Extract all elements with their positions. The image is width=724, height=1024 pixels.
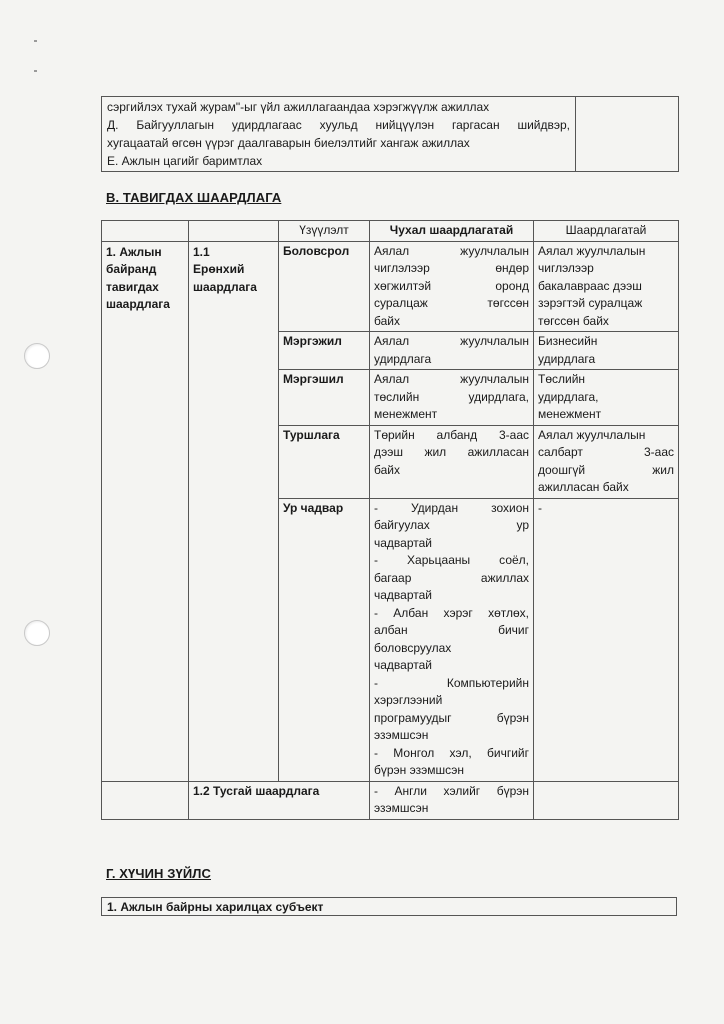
cell-line: бакалавраас дээш bbox=[538, 278, 642, 293]
duties-continuation-box bbox=[101, 96, 679, 172]
cell-line: удирдлага, bbox=[538, 389, 599, 404]
cell-line: төгссөн байх bbox=[538, 313, 609, 328]
cell-line: албан бичиг bbox=[374, 623, 529, 637]
cell-line: Төрийн албанд 3-аас bbox=[374, 427, 529, 442]
cell-line: эзэмшсэн bbox=[374, 801, 429, 815]
group-label-line: шаардлага bbox=[106, 297, 170, 311]
cell-line: менежмент bbox=[538, 407, 602, 421]
punch-hole bbox=[24, 343, 50, 369]
work-contacts-box bbox=[101, 897, 677, 916]
margin-mark bbox=[34, 40, 37, 42]
cell-line: - Удирдан зохион bbox=[374, 500, 529, 515]
subgroup-label-cell bbox=[189, 241, 279, 781]
cell-line: чиглэлээр өндөр bbox=[374, 261, 529, 275]
cell-line: Аялал жуулчлалын bbox=[538, 427, 646, 442]
required-cell bbox=[534, 498, 679, 781]
cell-line: - Албан хэрэг хөтлөх, bbox=[374, 605, 529, 620]
cell-line: хөгжилтэй оронд bbox=[374, 278, 529, 293]
required-cell bbox=[534, 425, 679, 498]
empty-header-cell bbox=[189, 221, 279, 242]
punch-hole bbox=[24, 620, 50, 646]
cell-line: дээш жил ажилласан bbox=[374, 445, 529, 459]
margin-mark bbox=[34, 70, 37, 72]
duty-line: Е. Ажлын цагийг баримтлах bbox=[107, 154, 263, 168]
critical-cell bbox=[370, 241, 534, 332]
required-cell bbox=[534, 781, 679, 819]
table-row bbox=[102, 781, 679, 819]
subgroup-label-line: Ерөнхий bbox=[193, 262, 245, 276]
critical-cell bbox=[370, 425, 534, 498]
cell-line: байх bbox=[374, 462, 400, 477]
cell-line: менежмент bbox=[374, 407, 438, 421]
empty-header-cell bbox=[102, 221, 189, 242]
cell-line: ажилласан байх bbox=[538, 480, 629, 494]
cell-line: чадвартай bbox=[374, 535, 432, 550]
required-cell bbox=[534, 370, 679, 426]
cell-line: Аялал жуулчлалын bbox=[538, 243, 646, 258]
cell-line: чиглэлээр bbox=[538, 261, 594, 275]
cell-line: чадвартай bbox=[374, 658, 432, 672]
cell-line: чадвартай bbox=[374, 588, 432, 602]
duties-text-cell bbox=[102, 97, 576, 171]
cell-line: Бизнесийн bbox=[538, 334, 598, 348]
cell-line: суралцаж төгссөн bbox=[374, 296, 529, 310]
cell-line: Аялал жуулчлалын bbox=[374, 334, 529, 348]
cell-line: зэрэгтэй суралцаж bbox=[538, 296, 643, 310]
subgroup-label-line: 1.1 bbox=[193, 244, 210, 259]
indicator-cell: Мэргэшил bbox=[279, 370, 370, 426]
critical-cell bbox=[370, 498, 534, 781]
critical-cell bbox=[370, 370, 534, 426]
header-required: Шаардлагатай bbox=[534, 221, 679, 242]
header-critical: Чухал шаардлагатай bbox=[370, 221, 534, 242]
special-requirement-label: 1.2 Тусгай шаардлага bbox=[189, 781, 370, 819]
cell-line: удирдлага bbox=[374, 351, 432, 366]
empty-cell bbox=[102, 781, 189, 819]
cell-line: - Компьютерийн bbox=[374, 675, 529, 690]
required-cell bbox=[534, 332, 679, 370]
section-b-title: В. ТАВИГДАХ ШААРДЛАГА bbox=[106, 190, 282, 205]
subgroup-label-line: шаардлага bbox=[193, 279, 257, 294]
cell-line: - Монгол хэл, бичгийг bbox=[374, 745, 529, 760]
cell-line: бүрэн эзэмшсэн bbox=[374, 763, 465, 777]
cell-line: байгуулах ур bbox=[374, 518, 529, 532]
critical-cell bbox=[370, 332, 534, 370]
cell-line: боловсруулах bbox=[374, 640, 452, 655]
duties-empty-cell bbox=[576, 97, 678, 171]
duty-line: хугацаатай өгсөн үүрэг даалгаварын биелэлтийг хангаж ажиллах bbox=[107, 136, 470, 150]
requirements-table bbox=[101, 220, 679, 820]
indicator-cell: Боловсрол bbox=[279, 241, 370, 332]
indicator-cell: Туршлага bbox=[279, 425, 370, 498]
cell-line: - Англи хэлийг бүрэн bbox=[374, 783, 529, 798]
critical-cell bbox=[370, 781, 534, 819]
work-contacts-label: 1. Ажлын байрны харилцах субъект bbox=[107, 900, 324, 914]
cell-line: эзэмшсэн bbox=[374, 728, 429, 742]
group-label-line: тавигдах bbox=[106, 279, 159, 294]
cell-line: байх bbox=[374, 313, 400, 328]
cell-line: төслийн удирдлага, bbox=[374, 389, 529, 404]
cell-line: доошгүй жил bbox=[538, 462, 674, 477]
cell-line: Аялал жуулчлалын bbox=[374, 243, 529, 258]
indicator-cell: Мэргэжил bbox=[279, 332, 370, 370]
duty-line: Д. Байгууллагын удирдлагаас хуульд нийцүүлэн гаргасан шийдвэр, bbox=[107, 118, 570, 132]
table-header-row bbox=[102, 221, 679, 242]
required-cell bbox=[534, 241, 679, 332]
cell-line: хэрэглээний bbox=[374, 693, 443, 707]
cell-line: - Харьцааны соёл, bbox=[374, 553, 529, 567]
indicator-cell: Ур чадвар bbox=[279, 498, 370, 781]
cell-line: - bbox=[538, 500, 542, 515]
duty-line: сэргийлэх тухай журам"-ыг үйл ажиллагаандаа хэрэгжүүлж ажиллах bbox=[107, 100, 490, 114]
cell-line: програмуудыг бүрэн bbox=[374, 710, 529, 725]
group-label-line: байранд bbox=[106, 262, 157, 276]
cell-line: салбарт 3-аас bbox=[538, 445, 674, 459]
header-indicator: Үзүүлэлт bbox=[279, 221, 370, 242]
cell-line: удирдлага bbox=[538, 351, 596, 366]
cell-line: багаар ажиллах bbox=[374, 570, 529, 585]
cell-line: Төслийн bbox=[538, 372, 586, 386]
group-label-line: 1. Ажлын bbox=[106, 244, 162, 259]
group-label-cell bbox=[102, 241, 189, 781]
table-row bbox=[102, 241, 679, 332]
cell-line: Аялал жуулчлалын bbox=[374, 372, 529, 386]
section-g-title: Г. ХҮЧИН ЗҮЙЛС bbox=[106, 866, 211, 881]
